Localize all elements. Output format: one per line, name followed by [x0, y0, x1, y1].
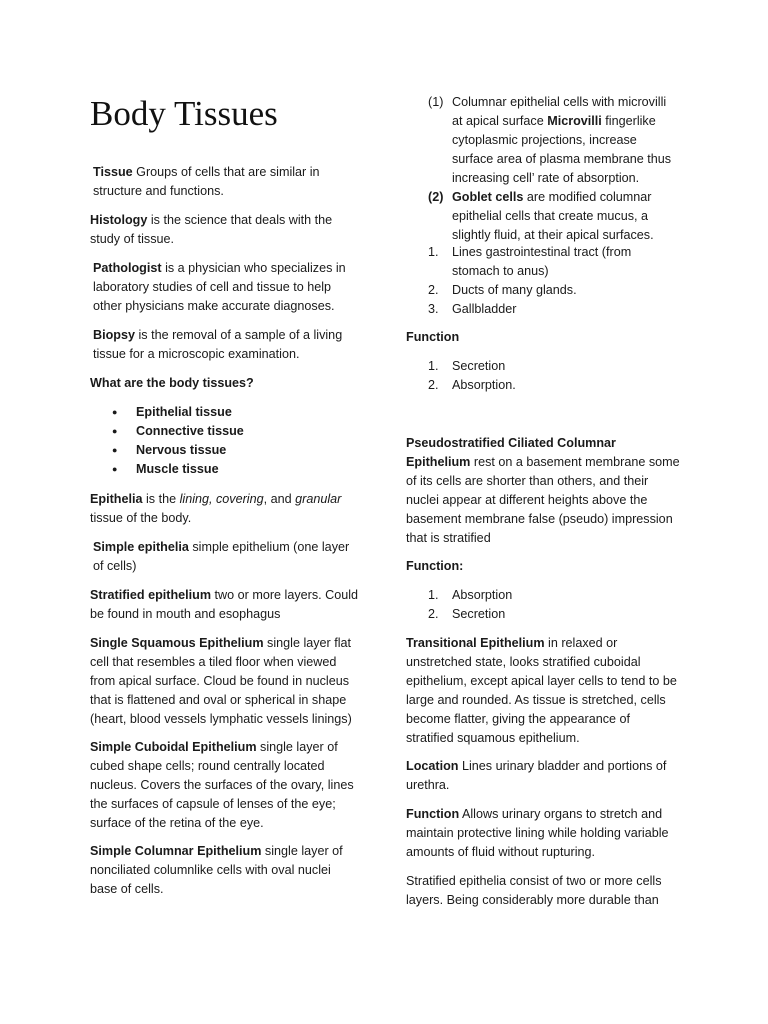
term-pathologist: Pathologist: [93, 261, 162, 275]
paragraph-pseudostratified: Pseudostratified Ciliated Columnar Epithelium rest on a basement membrane some of its cells are shorter than others, and their nuclei appear at different heights above the basement membrane false (pseudo) impression that is stratified: [406, 436, 680, 545]
term-epithelia: Epithelia: [90, 492, 143, 506]
term-biopsy: Biopsy: [93, 328, 135, 342]
term-stratified-epithelium: Stratified epithelium: [90, 588, 212, 602]
functions-list-2: [406, 586, 680, 624]
list-item: ● Muscle tissue: [90, 460, 360, 479]
list-item: ● Epithelial tissue: [90, 403, 360, 422]
term-simple-epithelia: Simple epithelia: [93, 540, 189, 554]
paragraph-stratified-note: Stratified epithelia consist of two or more cells layers. Being considerably more durable than: [406, 874, 662, 907]
section-heading-body-tissues: What are the body tissues?: [90, 376, 254, 390]
list-item: 1. Secretion: [428, 359, 506, 373]
tissue-types-list: [90, 403, 360, 479]
paragraph-simple-epithelia: Simple epithelia simple epithelium (one layer of cells): [93, 540, 350, 573]
paragraph-biopsy: Biopsy is the removal of a sample of a living tissue for a microscopic examination.: [93, 328, 343, 361]
list-item: ● Nervous tissue: [90, 441, 360, 460]
list-item: (2) Goblet cells are modified columnar epithelial cells that create mucus, a slightly fluid, at their apical surfaces.: [428, 190, 654, 242]
paragraph-pathologist: Pathologist is a physician who specializes in laboratory studies of cell and tissue to help other physicians make accurate diagnoses.: [93, 261, 346, 313]
list-item: 1. Lines gastrointestinal tract (from stomach to anus): [428, 245, 632, 278]
list-item: ● Connective tissue: [90, 422, 360, 441]
page-title: Body Tissues: [90, 94, 278, 133]
paragraph-simple-cuboidal: Simple Cuboidal Epithelium single layer of cubed shape cells; round centrally located nucleus. Covers the surfaces of the ovary, lines the surfaces of capsule of lenses of the eye; surface of the retina of the eye.: [90, 740, 354, 830]
list-item: 2. Absorption.: [428, 378, 516, 392]
section-heading-function-2: Function:: [406, 559, 464, 573]
paragraph-location: Location Lines urinary bladder and portions of urethra.: [406, 759, 667, 792]
paragraph-stratified-epithelium: Stratified epithelium two or more layers. Could be found in mouth and esophagus: [90, 588, 359, 621]
term-function: Function: [406, 807, 460, 821]
term-histology: Histology: [90, 213, 148, 227]
paragraph-transitional: Transitional Epithelium in relaxed or unstretched state, looks stratified cuboidal epithelium, except apical layer cells to tend to be large and rounded. As tissue is stretched, cells become flatter, giving the appearance of stratified squamous epithelium.: [406, 636, 677, 745]
term-location: Location: [406, 759, 459, 773]
section-heading-function: Function: [406, 330, 460, 344]
term-simple-columnar: Simple Columnar Epithelium: [90, 844, 262, 858]
list-item: 3. Gallbladder: [428, 302, 517, 316]
paragraph-histology: Histology is the science that deals with the study of tissue.: [90, 213, 333, 246]
paragraph-tissue: Tissue Groups of cells that are similar in structure and functions.: [93, 165, 320, 198]
locations-list: [406, 243, 680, 319]
list-item: 1. Absorption: [428, 588, 513, 602]
term-tissue: Tissue: [93, 165, 133, 179]
term-transitional: Transitional Epithelium: [406, 636, 545, 650]
columnar-cell-types-list: [406, 93, 680, 245]
list-item: (1) Columnar epithelial cells with microvilli at apical surface Microvilli fingerlike cytoplasmic projections, increase surface area of plasma membrane thus increasing cell’ rate of absorption.: [428, 95, 672, 185]
functions-list: [406, 357, 680, 395]
term-single-squamous: Single Squamous Epithelium: [90, 636, 264, 650]
term-pseudostratified: Pseudostratified Ciliated Columnar Epithelium: [406, 436, 616, 469]
paragraph-simple-columnar: Simple Columnar Epithelium single layer of nonciliated columnlike cells with oval nuclei base of cells.: [90, 844, 343, 896]
paragraph-epithelia: Epithelia is the lining, covering, and granular tissue of the body.: [90, 492, 342, 525]
paragraph-single-squamous: Single Squamous Epithelium single layer flat cell that resembles a tiled floor when viewed from apical surface. Cloud be found in nucleus that is flattened and oval or spherical in shape (heart, blood vessels lymphatic vessels linings): [90, 636, 352, 726]
term-simple-cuboidal: Simple Cuboidal Epithelium: [90, 740, 257, 754]
paragraph-function: Function Allows urinary organs to stretch and maintain protective lining while holding variable amounts of fluid without rupturing.: [406, 807, 669, 859]
list-item: 2. Ducts of many glands.: [428, 283, 577, 297]
list-item: 2. Secretion: [428, 607, 506, 621]
